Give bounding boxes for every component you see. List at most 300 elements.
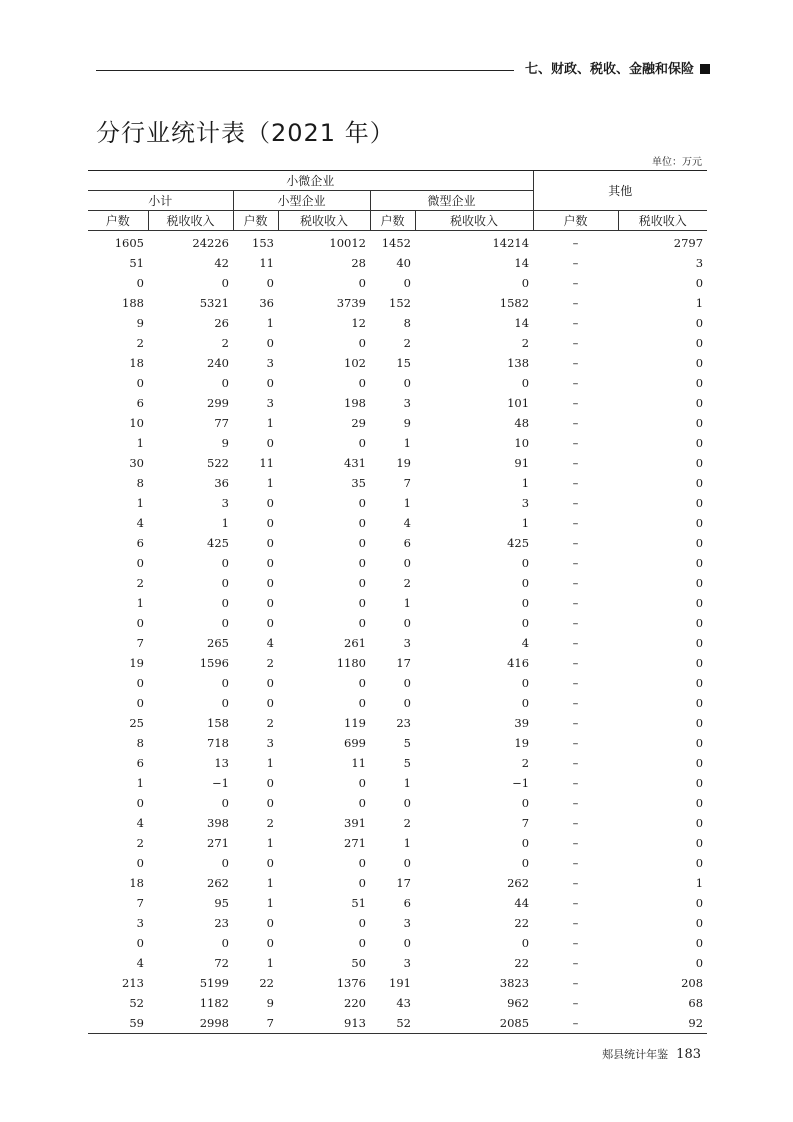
table-cell: 4 [403,516,411,530]
table-cell: 19 [396,456,411,470]
table-cell: 0 [358,856,366,870]
table-cell: 138 [507,356,530,370]
table-cell: 0 [695,896,704,910]
table-cell: 3 [403,396,411,410]
table-cell: 0 [695,376,704,390]
table-cell: – [572,796,579,810]
table-cell: 8 [403,316,411,330]
table-cell: 0 [221,556,229,570]
table-cell: 391 [344,816,366,830]
table-cell: 6 [136,756,144,770]
col-households: 户数 [370,211,415,231]
table-cell: 2 [403,816,411,830]
table-cell: 0 [521,576,530,590]
table-cell: 0 [358,496,366,510]
table-cell: 2 [136,576,144,590]
table-cell: 1 [403,496,411,510]
table-cell: 12 [351,316,366,330]
subheader-micro: 微型企业 [370,191,533,211]
table-cell: 0 [403,616,411,630]
subheader-subtotal: 小计 [88,191,233,211]
unit-label: 单位：万元 [652,157,702,168]
table-cell: 0 [266,676,274,690]
table-cell: 0 [695,416,704,430]
table-cell: 0 [695,636,704,650]
table-cell: 26 [214,316,229,330]
table-cell: 0 [266,276,274,290]
table-cell: 22 [259,976,274,990]
table-cell: 153 [252,236,274,250]
table-cell: 3 [266,736,274,750]
table-cell: 0 [358,936,366,950]
table-cell: 425 [507,536,530,550]
table-cell: 29 [351,416,366,430]
table-cell: 6 [136,536,144,550]
table-cell: 0 [266,596,274,610]
header-rule [96,70,514,71]
table-cell: 0 [695,936,704,950]
table-cell: 0 [358,916,366,930]
table-cell: 19 [514,736,530,750]
table-cell: 91 [514,456,530,470]
table-cell: – [572,656,579,670]
table-cell: 1 [403,836,411,850]
table-cell: 0 [266,516,274,530]
table-cell: 0 [521,556,530,570]
table-cell: 1 [266,896,274,910]
table-cell: 0 [358,776,366,790]
table-cell: – [572,336,579,350]
table-cell: 4 [136,516,144,530]
table-cell: 44 [514,896,530,910]
table-cell: 0 [266,696,274,710]
table-cell: 10 [514,436,530,450]
table-cell: 0 [358,376,366,390]
table-row [88,493,707,513]
table-cell: 152 [389,296,411,310]
table-cell: 0 [695,716,704,730]
table-cell: 17 [396,876,411,890]
table-cell: 0 [695,676,704,690]
table-cell: – [572,536,579,550]
table-cell: −1 [512,776,530,790]
table-cell: 0 [403,936,411,950]
table-cell: 0 [136,276,144,290]
table-row [88,733,707,753]
table-cell: 0 [358,276,366,290]
table-cell: 699 [344,736,366,750]
table-cell: 0 [266,436,274,450]
table-row [88,533,707,553]
table-cell: 1 [695,876,704,890]
table-cell: 0 [403,376,411,390]
table-cell: 0 [695,316,704,330]
table-cell: 0 [521,276,530,290]
table-row [88,673,707,693]
table-cell: 0 [221,796,229,810]
table-cell: 2 [136,336,144,350]
table-cell: – [572,296,579,310]
table-cell: 1 [266,956,274,970]
table-cell: 158 [207,716,229,730]
table-cell: 0 [266,336,274,350]
table-cell: 36 [214,476,229,490]
table-cell: 24226 [192,236,229,250]
table-cell: 5321 [199,296,229,310]
table-cell: 7 [403,476,411,490]
table-cell: 0 [136,376,144,390]
table-cell: 0 [695,696,704,710]
table-cell: 17 [396,656,411,670]
table-row [88,813,707,833]
table-cell: 0 [221,596,229,610]
table-cell: 913 [278,1013,370,1034]
table-cell: 0 [521,616,530,630]
table-cell: – [572,716,579,730]
table-cell: 262 [507,876,530,890]
table-cell: 19 [129,656,144,670]
table-cell: – [572,376,579,390]
table-cell: 0 [521,696,530,710]
col-households: 户数 [88,211,148,231]
table-cell: – [572,456,579,470]
table-cell: 0 [695,616,704,630]
table-cell: 9 [266,996,274,1010]
table-cell: 1 [521,476,530,490]
table-cell: 11 [351,756,366,770]
table-cell: 0 [221,376,229,390]
table-row [88,913,707,933]
table-cell: 0 [695,516,704,530]
table-cell: 522 [207,456,229,470]
table-cell: 0 [695,536,704,550]
table-cell: 5 [403,736,411,750]
table-row [88,553,707,573]
table-cell: 1 [521,516,530,530]
table-row [88,693,707,713]
chapter-title: 七、财政、税收、金融和保险 [524,62,694,77]
chapter-heading [520,58,710,77]
table-cell: 0 [695,776,704,790]
table-row [88,613,707,633]
table-cell: 0 [695,476,704,490]
table-row [88,413,707,433]
table-cell: 1 [136,436,144,450]
table-cell: 0 [695,956,704,970]
col-households: 户数 [533,211,618,231]
table-cell: 2 [221,336,229,350]
table-cell: 1 [266,756,274,770]
table-cell: 2 [266,656,274,670]
table-cell: 0 [403,276,411,290]
table-cell: 0 [221,936,229,950]
table-row [88,433,707,453]
table-cell: 51 [351,896,366,910]
table-cell: – [572,916,579,930]
table-cell: – [572,436,579,450]
table-cell: 0 [136,676,144,690]
table-row [88,313,707,333]
col-tax: 税收收入 [148,211,233,231]
table-cell: 3 [403,636,411,650]
industry-stats-table [88,170,707,1034]
table-cell: 431 [344,456,366,470]
table-cell: 35 [351,476,366,490]
table-row [88,993,707,1013]
table-cell: – [572,556,579,570]
table-cell: 2 [403,336,411,350]
table-cell: 0 [403,796,411,810]
table-row [88,353,707,373]
table-cell: 0 [695,916,704,930]
subheader-small: 小型企业 [233,191,370,211]
table-cell: 3 [266,396,274,410]
col-tax: 税收收入 [618,211,707,231]
table-cell: 1 [266,836,274,850]
table-cell: 1 [136,496,144,510]
table-row [88,373,707,393]
table-cell: 0 [221,696,229,710]
table-cell: 3 [403,916,411,930]
table-cell: 0 [266,536,274,550]
table-cell: 2 [266,816,274,830]
table-cell: – [572,496,579,510]
table-cell: – [572,856,579,870]
table-cell: 299 [207,396,229,410]
table-row [88,231,707,254]
table-cell: 3 [221,496,229,510]
table-cell: 1 [403,596,411,610]
table-cell: 0 [358,596,366,610]
page-number: 183 [676,1047,701,1062]
table-cell: 0 [521,936,530,950]
table-cell: 1 [403,436,411,450]
table-cell: 0 [358,616,366,630]
table-cell: 0 [221,856,229,870]
table-cell: 0 [358,576,366,590]
table-cell: 262 [207,876,229,890]
table-cell: 0 [695,856,704,870]
table-cell: 2797 [673,236,704,250]
table-cell: 1 [695,296,704,310]
table-cell: 0 [358,336,366,350]
table-cell: 40 [396,256,411,270]
table-cell: 213 [122,976,144,990]
col-tax: 税收收入 [415,211,533,231]
table-cell: – [572,836,579,850]
group-header-small-micro: 小微企业 [88,171,533,191]
table-cell: 398 [207,816,229,830]
table-cell: 11 [259,456,274,470]
table-row [88,333,707,353]
table-cell: 1 [266,416,274,430]
table-cell: 0 [136,856,144,870]
table-row [88,973,707,993]
table-cell: 0 [221,616,229,630]
table-cell: 10 [129,416,144,430]
table-cell: – [572,516,579,530]
table-row [88,933,707,953]
table-cell: 0 [521,376,530,390]
table-cell: 0 [695,836,704,850]
page-footer [602,1046,701,1062]
table-cell: 0 [695,576,704,590]
table-cell: 72 [214,956,229,970]
table-cell: 4 [136,816,144,830]
table-cell: 0 [695,456,704,470]
book-title: 郏县统计年鉴 [602,1048,669,1061]
table-cell: 15 [396,356,411,370]
table-cell: 0 [266,376,274,390]
table-cell: – [572,876,579,890]
table-row [88,273,707,293]
table-cell: – [572,276,579,290]
table-cell: 68 [688,996,704,1010]
table-cell: – [572,416,579,430]
table-cell: 3 [403,956,411,970]
table-cell: 0 [266,616,274,630]
table-cell: 2 [521,336,530,350]
table-cell: 1180 [336,656,366,670]
table-cell: – [572,956,579,970]
table-cell: 0 [695,356,704,370]
table-cell: 0 [358,436,366,450]
table-cell: 59 [88,1013,148,1034]
table-cell: 119 [344,716,366,730]
table-cell: 11 [259,256,274,270]
table-cell: 36 [259,296,274,310]
table-cell: 2998 [148,1013,233,1034]
table-cell: 0 [521,836,530,850]
table-cell: 4 [266,636,274,650]
table-cell: 9 [136,316,144,330]
table-row [88,753,707,773]
table-cell: – [572,696,579,710]
table-cell: 3 [136,916,144,930]
table-body [88,231,707,1034]
table-cell: 0 [695,496,704,510]
table-cell: 0 [266,796,274,810]
table-cell: 2 [136,836,144,850]
table-cell: 3 [266,356,274,370]
table-cell: 30 [129,456,144,470]
table-cell: 265 [207,636,229,650]
table-cell: 271 [344,836,366,850]
table-cell: – [572,676,579,690]
table-cell: 2 [521,756,530,770]
table-cell: 0 [521,856,530,870]
table-cell: – [572,816,579,830]
table-cell: – [572,316,579,330]
table-cell: 0 [403,696,411,710]
table-cell: 52 [370,1013,415,1034]
table-cell: – [572,596,579,610]
table-cell: 18 [129,876,144,890]
table-row [88,873,707,893]
table-cell: 0 [358,696,366,710]
table-cell: 23 [214,916,229,930]
table-cell: 0 [358,556,366,570]
table-cell: 208 [681,976,704,990]
table-cell: 28 [351,256,366,270]
table-cell: 50 [351,956,366,970]
table-cell: 42 [214,256,229,270]
table-cell: 0 [221,576,229,590]
table-row [88,653,707,673]
table-cell: 0 [266,776,274,790]
square-marker-icon [700,64,710,74]
table-cell: 1 [403,776,411,790]
table-cell: 0 [695,396,704,410]
table-cell: 0 [358,516,366,530]
table-cell: – [572,476,579,490]
table-cell: 7 [521,816,530,830]
table-cell: 48 [514,416,530,430]
table-cell: 39 [514,716,530,730]
table-cell: 0 [136,796,144,810]
table-cell: 101 [507,396,530,410]
table-row [88,833,707,853]
table-cell: 8 [136,736,144,750]
table-cell: 0 [358,876,366,890]
table-cell: 9 [221,436,229,450]
table-cell: 2085 [415,1013,533,1034]
col-households: 户数 [233,211,278,231]
table-cell: 0 [358,536,366,550]
table-cell: 0 [695,736,704,750]
table-cell: 0 [136,556,144,570]
table-row [88,793,707,813]
table-cell: 10012 [329,236,366,250]
table-cell: 220 [344,996,366,1010]
table-cell: 416 [507,656,530,670]
table-cell: 0 [403,556,411,570]
table-cell: 1582 [499,296,530,310]
table-cell: 0 [695,596,704,610]
table-cell: – [572,936,579,950]
table-row [88,573,707,593]
table-cell: – [533,1013,618,1034]
table-cell: – [572,976,579,990]
table-cell: – [572,236,579,250]
table-cell: 6 [403,536,411,550]
table-cell: 14 [514,316,530,330]
table-cell: 8 [136,476,144,490]
table-row [88,253,707,273]
table-cell: 0 [695,756,704,770]
table-cell: 1 [266,876,274,890]
table-cell: – [572,356,579,370]
table-cell: 1 [221,516,229,530]
table-cell: 7 [136,896,144,910]
table-cell: 0 [695,336,704,350]
table-cell: 962 [507,996,530,1010]
table-cell: – [572,636,579,650]
table-cell: 0 [266,936,274,950]
table-cell: – [572,736,579,750]
table-row [88,393,707,413]
table-cell: 0 [221,276,229,290]
table-cell: 1596 [199,656,229,670]
table-row [88,593,707,613]
table-cell: 7 [136,636,144,650]
table-cell: 188 [122,296,144,310]
table-cell: 43 [396,996,411,1010]
table-cell: 191 [389,976,411,990]
table-cell: 0 [695,656,704,670]
table-cell: 52 [129,996,144,1010]
table-cell: 718 [207,736,229,750]
